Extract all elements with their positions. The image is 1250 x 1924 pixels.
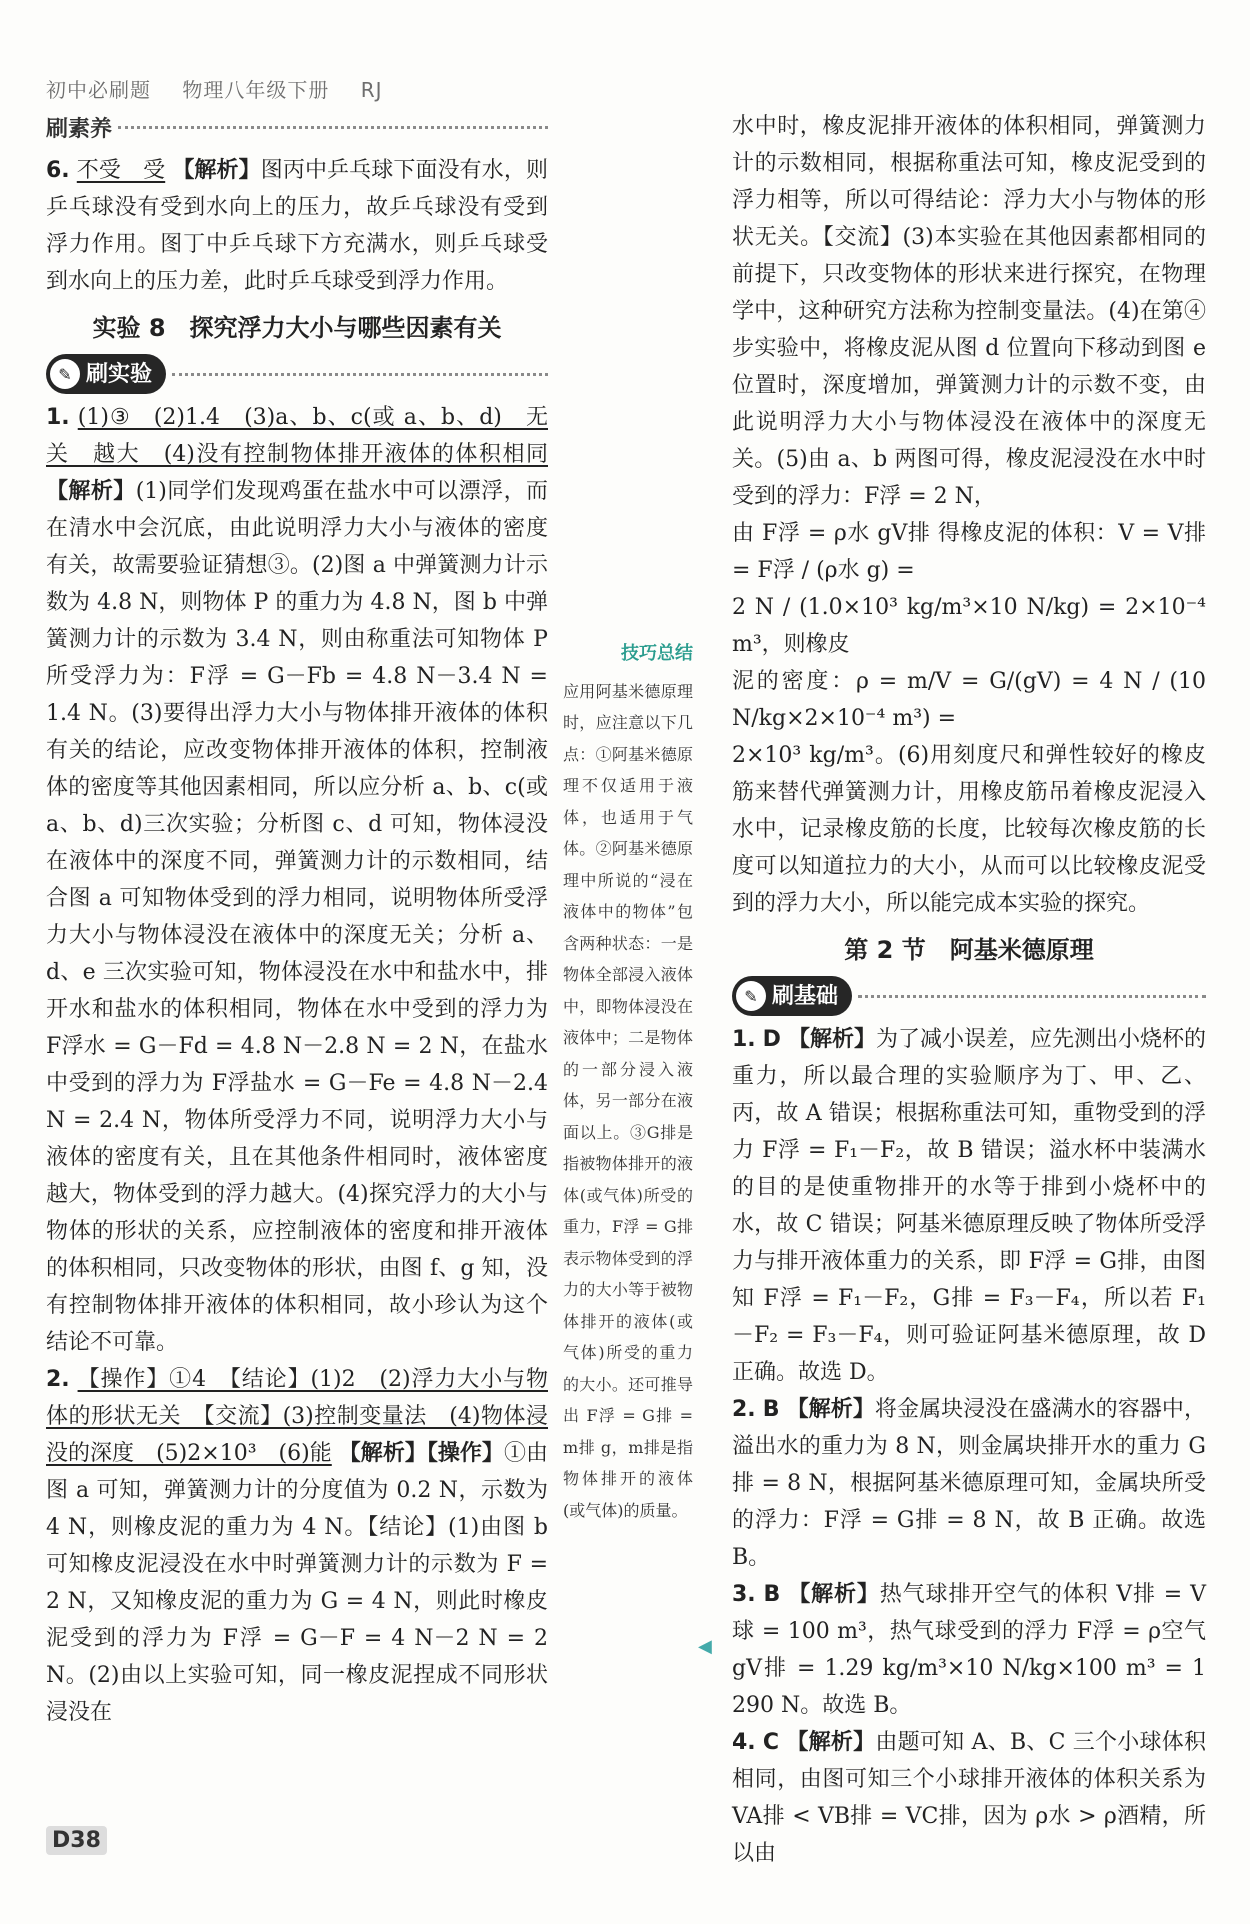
- subject-title: 物理八年级下册: [182, 78, 330, 102]
- question-2: [46, 1361, 548, 1731]
- basics-question-2: [732, 1391, 1206, 1576]
- tip-text: 应用阿基米德原理时，应注意以下几点：①阿基米德原理不仅适用于液体，也适用于气体。②阿基米德原理中所说的“浸在液体中的物体”包含两种状态：一是物体全部浸入液体中，即物体浸没在液体中；二是物体的一部分浸入液体，另一部分在液面以上。③G排是指被物体排开的液体(或气体)所受的重力，F浮 = G排表示物体受到的浮力的大小等于被物体排开的液体(或气体)所受的重力的大小。还可推导出 F浮 = G排 = m排 g，m排是指物体排开的液体(或气体)的质量。: [563, 681, 693, 1520]
- analysis-label: 【解析】: [787, 1027, 876, 1052]
- edition-label: RJ: [360, 78, 383, 102]
- answer: D: [762, 1027, 781, 1052]
- dotted-divider: [172, 373, 548, 376]
- analysis-text-continued: 水中时，橡皮泥排开液体的体积相同，弹簧测力计的示数相同，根据称重法可知，橡皮泥受到的浮力相等，所以可得结论：浮力大小与物体的形状无关。【交流】(3)本实验在其他因素都相同的前提下，只改变物体的形状来进行探究，在物理学中，这种研究方法称为控制变量法。(4)在第④步实验中，将橡皮泥从图 d 位置向下移动到图 e 位置时，深度增加，弹簧测力计的示数不变，由此说明浮力大小与物体浸没在液体中的深度无关。(5)由 a、b 两图可得，橡皮泥浸没在水中时受到的浮力：F浮 = 2 N，: [732, 114, 1206, 509]
- tip-title: 技巧总结: [621, 643, 693, 664]
- top-section-tag: [46, 112, 548, 143]
- practice-badge: [46, 354, 166, 394]
- analysis-label: 【解析】: [788, 1582, 880, 1607]
- answer: (1)③ (2)1.4 (3)a、b、c(或 a、b、d) 无关 越大 (4)没有控制物体排开液体的体积相同: [46, 405, 548, 467]
- density-formula: 泥的密度：ρ = m/V = G/(gV) = 4 N / (10 N/kg×2×10⁻⁴ m³) =: [732, 669, 1206, 731]
- basics-banner: [732, 975, 1206, 1017]
- analysis-text: 由题可知 A、B、C 三个小球体积相同，由图可知三个小球排开液体的体积关系为 VA排 < VB排 = VC排，因为 ρ水 > ρ酒精，所以由: [732, 1730, 1206, 1866]
- basics-question-4: [732, 1724, 1206, 1872]
- analysis-text: 图丙中乒乓球下面没有水，则乒乓球没有受到水向上的压力，故乒乓球没有受到浮力作用。图丁中乒乓球下方充满水，则乒乓球受到水向上的压力差，此时乒乓球受到浮力作用。: [46, 158, 548, 294]
- basics-question-1: [732, 1021, 1206, 1391]
- question-number: 2.: [732, 1397, 756, 1422]
- answer: B: [763, 1582, 781, 1607]
- arrow-icon: ◀: [698, 1636, 712, 1657]
- right-column: [732, 108, 1206, 1872]
- analysis-text: 将金属块浸没在盛满水的容器中，溢出水的重力为 8 N，则金属块排开水的重力 G排 = 8 N，根据阿基米德原理可知，金属块所受的浮力：F浮 = G排 = 8 N，故 B 正确。故选 B。: [732, 1397, 1206, 1570]
- dotted-divider: [118, 126, 548, 129]
- analysis-label: 【解析】: [172, 158, 261, 183]
- basics-question-3: [732, 1576, 1206, 1724]
- answer: 不受 受: [76, 158, 166, 183]
- page-header: [46, 74, 407, 103]
- basics-badge-label: 刷基础: [772, 983, 839, 1009]
- analysis-text: 为了减小误差，应先测出小烧杯的重力，所以最合理的实验顺序为丁、甲、乙、丙，故 A 错误；根据称重法可知，重物受到的浮力 F浮 = F₁－F₂，故 B 错误；溢水杯中装满水的目的是使重物排开的水等于排到小烧杯中的水，故 C 错误；阿基米德原理反映了物体所受浮力与排开液体重力的关系，即 F浮 = G排，由图知 F浮 = F₁－F₂，G排 = F₃－F₄，所以若 F₁－F₂ = F₃－F₄，则可验证阿基米德原理，故 D 正确。故选 D。: [732, 1027, 1206, 1385]
- question-number: 1.: [46, 405, 70, 430]
- question-number: 4.: [732, 1730, 756, 1755]
- answer: B: [762, 1397, 780, 1422]
- pencil-icon: ✎: [736, 981, 766, 1011]
- answer: C: [762, 1730, 780, 1755]
- analysis-text-end: 2×10³ kg/m³。(6)用刻度尺和弹性较好的橡皮筋来替代弹簧测力计，用橡皮筋吊着橡皮泥浸入水中，记录橡皮筋的长度，比较每次橡皮筋的长度可以知道拉力的大小，从而可以比较橡皮泥受到的浮力大小，所以能完成本实验的探究。: [732, 743, 1206, 916]
- question-number: 6.: [46, 158, 70, 183]
- analysis-text: ①由图 a 可知，弹簧测力计的分度值为 0.2 N，示数为 4 N，则橡皮泥的重力为 4 N。【结论】(1)由图 b 可知橡皮泥浸没在水中时弹簧测力计的示数为 F = 2 N，又知橡皮泥的重力为 G = 4 N，则此时橡皮泥受到的浮力为 F浮 = G－F = 4 N－2 N = 2 N。(2)由以上实验可知，同一橡皮泥捏成不同形状浸没在: [46, 1441, 548, 1725]
- page-number: D38: [46, 1826, 107, 1855]
- analysis-label: 【解析】: [786, 1730, 876, 1755]
- analysis-text: (1)同学们发现鸡蛋在盐水中可以漂浮，而在清水中会沉底，由此说明浮力大小与液体的密度有关，故需要验证猜想③。(2)图 a 中弹簧测力计示数为 4.8 N，则物体 P 的重力为 4.8 N，图 b 中弹簧测力计的示数为 3.4 N，则由称重法可知物体 P 所受浮力为：F浮 = G－Fb = 4.8 N－3.4 N = 1.4 N。(3)要得出浮力大小与物体排开液体的体积有关的结论，应改变物体排开液体的体积，控制液体的密度等其他因素相同，所以应分析 a、b、c(或 a、b、d)三次实验；分析图 c、d 可知，物体浸没在液体中的深度不同，弹簧测力计的示数相同，结合图 a 可知物体受到的浮力相同，说明物体所受浮力大小与物体浸没在液体中的深度无关；分析 a、d、e 三次实验可知，物体浸没在水中和盐水中，排开水和盐水的体积相同，物体在水中受到的浮力为 F浮水 = G－Fd = 4.8 N－2.8 N = 2 N，在盐水中受到的浮力为 F浮盐水 = G－Fe = 4.8 N－2.4 N = 2.4 N，物体所受浮力不同，说明浮力大小与液体的密度有关，且在其他条件相同时，液体密度越大，物体受到的浮力越大。(4)探究浮力的大小与物体的形状的关系，应控制液体的密度和排开液体的体积相同，只改变物体的形状，由图 f、g 知，没有控制物体排开液体的体积相同，故小珍认为这个结论不可靠。: [46, 479, 548, 1355]
- question-6: [46, 152, 548, 300]
- analysis-label: 【解析】: [46, 479, 136, 504]
- section-title: 第 2 节 阿基米德原理: [844, 936, 1094, 964]
- practice-badge-label: 刷实验: [86, 361, 153, 387]
- question-number: 3.: [732, 1582, 756, 1607]
- answer: 【操作】①4 【结论】(1)2 (2)浮力大小与物体的形状无关 【交流】(3)控制变量法 (4)物体浸没的深度 (5)2×10³ (6)能: [46, 1367, 548, 1466]
- question-number: 2.: [46, 1367, 70, 1392]
- volume-result: 2 N / (1.0×10³ kg/m³×10 N/kg) = 2×10⁻⁴ m³，则橡皮: [732, 595, 1206, 657]
- basics-badge: [732, 976, 852, 1016]
- practice-banner: [46, 353, 548, 395]
- analysis-text: 热气球排开空气的体积 V排 = V球 = 100 m³，热气球受到的浮力 F浮 = ρ空气 gV排 = 1.29 kg/m³×10 N/kg×100 m³ = 1 290 N。故选 B。: [732, 1582, 1206, 1718]
- question-number: 1.: [732, 1027, 756, 1052]
- question-1: [46, 399, 548, 1361]
- book-title: 初中必刷题: [46, 78, 151, 102]
- volume-formula: 由 F浮 = ρ水 gV排 得橡皮泥的体积：V = V排 = F浮 / (ρ水 g) =: [732, 521, 1206, 583]
- left-column: [46, 152, 548, 1731]
- dotted-divider: [858, 995, 1206, 998]
- tip-sidebar: [563, 638, 693, 1526]
- top-section-label: 刷素养: [46, 117, 113, 142]
- analysis-label: 【解析】【操作】: [338, 1441, 504, 1466]
- pencil-icon: ✎: [50, 359, 80, 389]
- analysis-label: 【解析】: [786, 1397, 875, 1422]
- experiment-title: 实验 8 探究浮力大小与哪些因素有关: [92, 314, 502, 342]
